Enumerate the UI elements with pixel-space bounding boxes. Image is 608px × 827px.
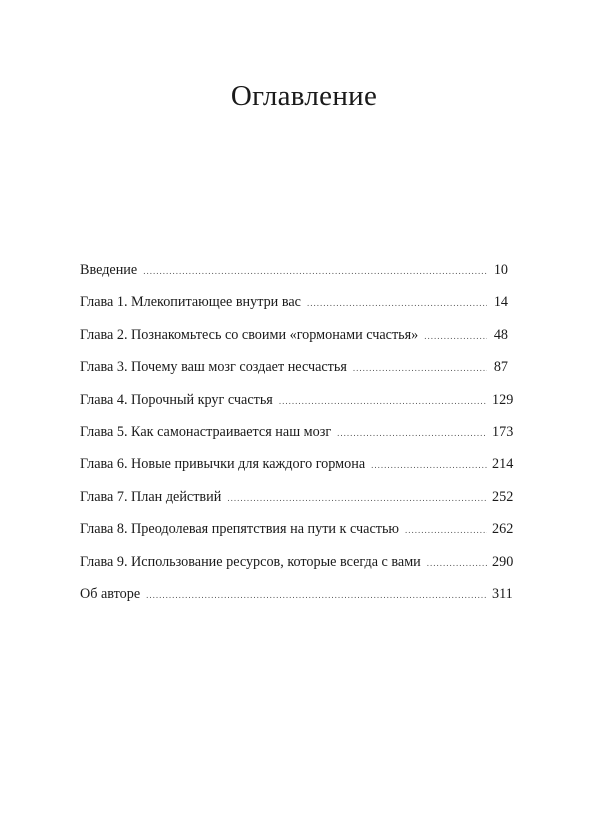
toc-entry-introduction[interactable] [80,258,508,290]
dot-leader [424,324,487,348]
toc-entry-chapter-6[interactable] [80,452,514,484]
toc-page-number: 173 [492,423,514,440]
toc-entry-about-author[interactable] [80,582,513,614]
toc-entry-label: Глава 2. Познакомьтесь со своими «гормонами счастья» [80,326,419,343]
dot-leader [279,389,487,413]
toc-entry-label: Глава 1. Млекопитающее внутри вас [80,294,301,311]
toc-entry-label: Введение [80,262,138,278]
toc-entry-chapter-8[interactable] [80,517,514,549]
toc-entry-chapter-5[interactable] [80,420,514,452]
toc-page-number: 10 [493,262,508,278]
toc-page-number: 290 [492,553,514,570]
toc-entry-label: Глава 8. Преодолевая препятствия на пути к счастью [80,521,400,538]
dot-leader [337,421,487,445]
toc-page-number: 48 [493,326,508,343]
dot-leader [146,583,487,607]
toc-page-number: 311 [492,585,513,602]
page-title: Оглавление [230,80,378,112]
toc-entry-label: Глава 6. Новые привычки для каждого гормона [80,456,366,473]
toc-entry-chapter-9[interactable] [80,550,514,582]
toc-entry-chapter-3[interactable] [80,355,508,387]
toc-entry-chapter-7[interactable] [80,485,514,517]
dot-leader [143,259,487,283]
dot-leader [405,518,487,542]
toc-entry-chapter-1[interactable] [80,290,508,322]
toc-page-number: 129 [492,391,514,408]
toc-page-number: 252 [492,488,514,505]
toc-entry-label: Об авторе [80,585,141,602]
dot-leader [307,291,487,315]
dot-leader [427,551,487,575]
dot-leader [371,453,487,477]
toc-page-number: 214 [492,456,514,473]
dot-leader [353,356,487,380]
dot-leader [227,486,487,510]
toc-entry-label: Глава 3. Почему ваш мозг создает несчастья [80,359,347,376]
toc-page-number: 87 [493,359,508,376]
toc-entry-label: Глава 7. План действий [80,488,222,505]
toc-page-number: 14 [493,294,508,311]
toc-entry-chapter-2[interactable] [80,323,508,355]
toc-entry-label: Глава 9. Использование ресурсов, которые всегда с вами [80,553,421,570]
toc-page-number: 262 [492,521,514,538]
table-of-contents [80,258,514,614]
toc-entry-label: Глава 5. Как самонастраивается наш мозг [80,423,332,440]
toc-entry-label: Глава 4. Порочный круг счастья [80,391,273,408]
toc-entry-chapter-4[interactable] [80,388,514,420]
